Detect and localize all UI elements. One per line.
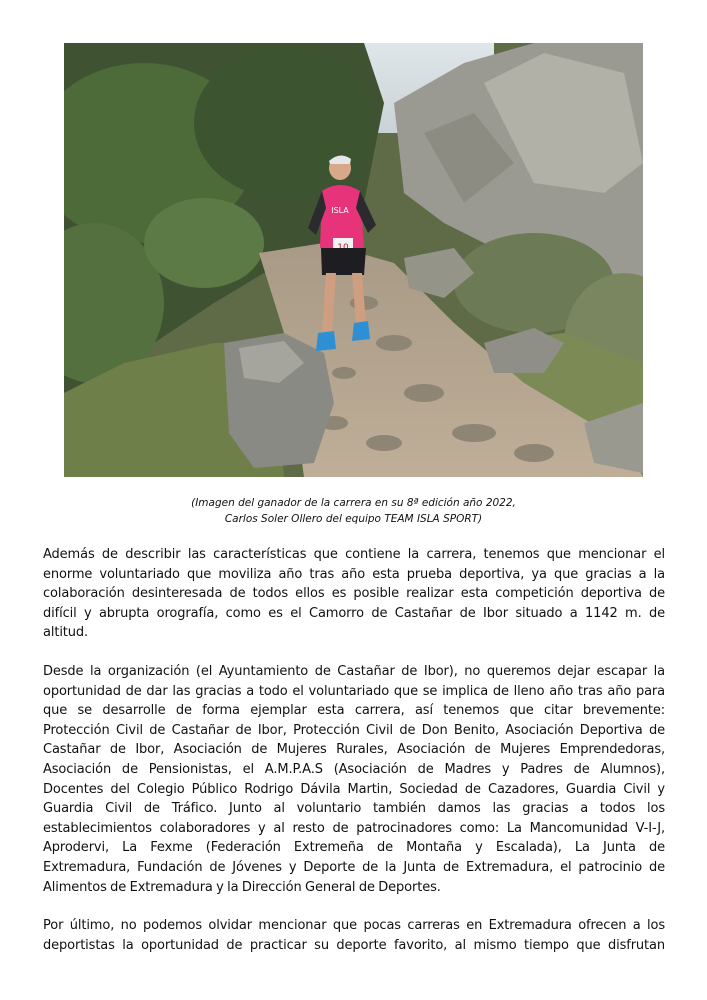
text-line: Docentes del Colegio Público Rodrigo Dávila Martin, Sociedad de Cazadores, Guardia Civil y (43, 781, 665, 797)
text-line: Castañar de Ibor, Asociación de Mujeres Rurales, Asociación de Mujeres Emprendedoras, (43, 742, 665, 758)
text-line: Desde la organización (el Ayuntamiento de Castañar de Ibor), no queremos dejar escapar la (43, 664, 665, 679)
paragraph-acknowledgements (43, 662, 665, 897)
text-line: Asociación de Pensionistas, el A.M.P.A.S (Asociación de Madres y Padres de Alumnos), (43, 761, 665, 777)
figure-caption (64, 495, 643, 527)
text-line: Aprodervi, La Fexme (Federación Extremeña de Montaña y Escalada), La Junta de (43, 840, 665, 856)
caption-line-2: Carlos Soler Ollero del equipo TEAM ISLA SPORT) (224, 513, 483, 525)
text-line: difícil y abrupta orografía, como es el Camorro de Castañar de Ibor situado a 1142 m. de (43, 605, 665, 621)
paragraph-volunteers (43, 545, 665, 643)
text-line: Extremadura, Fundación de Jóvenes y Deporte de la Junta de Extremadura, el patrocinio de (43, 859, 665, 875)
text-line: colaboración desinteresada de todos ellos es posible realizar esta competición deportiva de (43, 586, 665, 602)
text-line: altitud. (43, 625, 89, 641)
text-line: que se desarrolle de forma ejemplar esta carrera, así tenemos que citar brevemente: (43, 703, 665, 719)
text-line: establecimientos colaboradores y al resto de patrocinadores como: La Mancomunidad V-I-J, (43, 820, 665, 836)
text-line: Por último, no podemos olvidar mencionar que pocas carreras en Extremadura ofrecen a los (43, 918, 665, 933)
text-line: Protección Civil de Castañar de Ibor, Protección Civil de Don Benito, Asociación Deportiva de (43, 722, 665, 738)
text-line: Guardia Civil de Tráfico. Junto al voluntario también damos las gracias a todos los (43, 801, 665, 817)
paragraph-closing (43, 916, 665, 955)
shirt-text: ISLA (331, 206, 349, 215)
text-line: Además de describir las características que contiene la carrera, tenemos que mencionar el (43, 547, 665, 562)
race-winner-photo (64, 43, 643, 477)
text-line: oportunidad de dar las gracias a todo el voluntariado que se implica de lleno año tras año para (43, 683, 665, 699)
caption-line-1: (Imagen del ganador de la carrera en su 8ª edición año 2022, (191, 497, 516, 509)
text-line: deportistas la oportunidad de practicar su deporte favorito, al mismo tiempo que disfrutan (43, 937, 665, 953)
trail-runner-image (64, 43, 643, 477)
text-line: enorme voluntariado que moviliza año tras año esta prueba deportiva, ya que gracias a la (43, 566, 665, 582)
text-line: Alimentos de Extremadura y la Dirección General de Deportes. (43, 879, 441, 895)
